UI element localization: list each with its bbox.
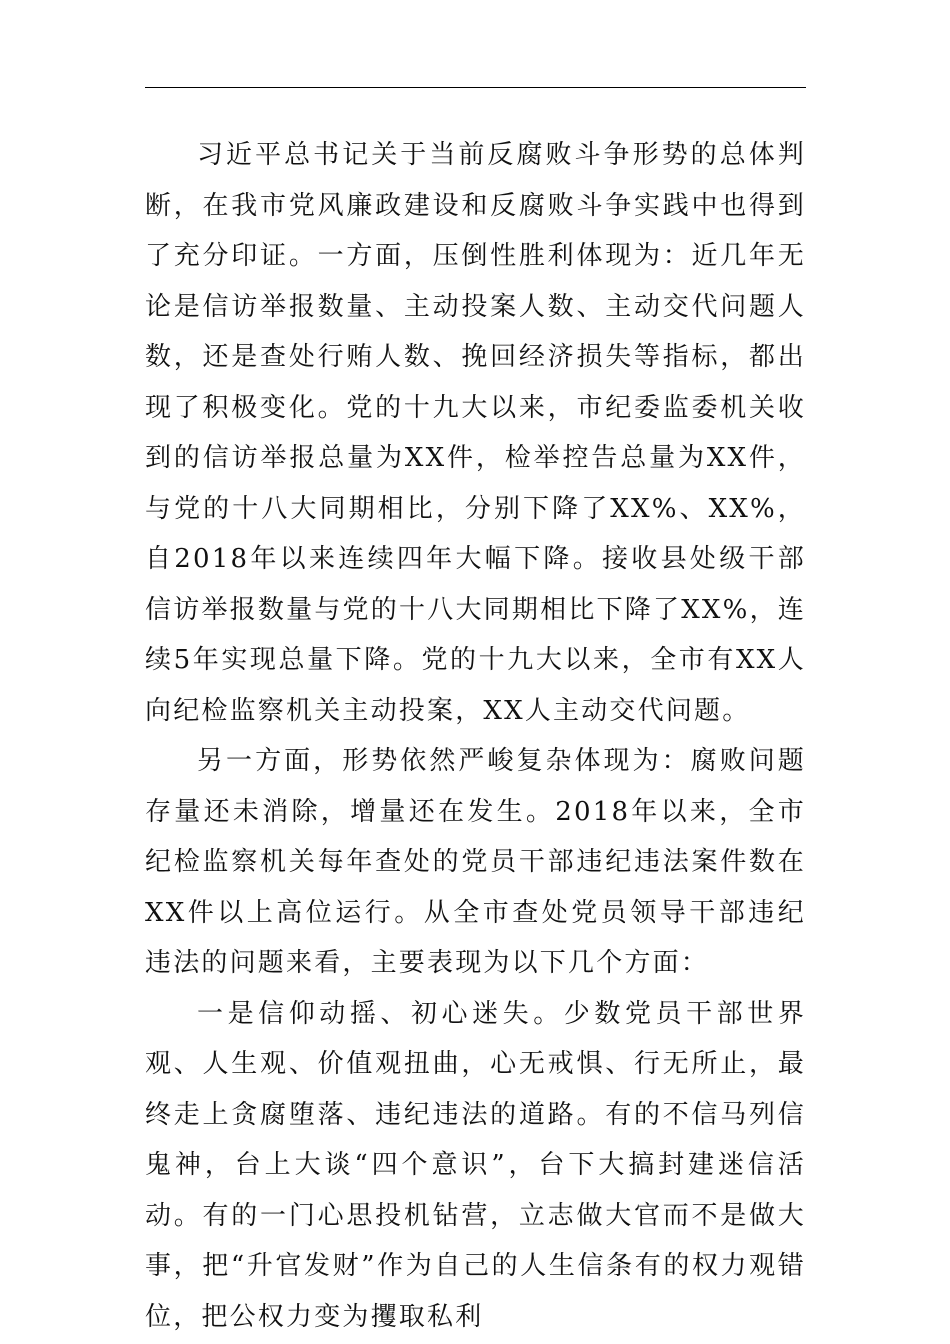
document-body: [145, 130, 806, 1342]
paragraph-overall-judgment: 习近平总书记关于当前反腐败斗争形势的总体判断，在我市党风廉政建设和反腐败斗争实践中也得到了充分印证。一方面，压倒性胜利体现为：近几年无论是信访举报数量、主动投案人数、主动交代问题人数，还是查处行贿人数、挽回经济损失等指标，都出现了积极变化。党的十九大以来，市纪委监委机关收到的信访举报总量为XX件，检举控告总量为XX件，与党的十八大同期相比，分别下降了XX%、XX%，自2018年以来连续四年大幅下降。接收县处级干部信访举报数量与党的十八大同期相比下降了XX%，连续5年实现总量下降。党的十九大以来，全市有XX人向纪检监察机关主动投案，XX人主动交代问题。: [145, 140, 806, 726]
paragraph-faith-wavering: 一是信仰动摇、初心迷失。少数党员干部世界观、人生观、价值观扭曲，心无戒惧、行无所止，最终走上贪腐堕落、违纪违法的道路。有的不信马列信鬼神，台上大谈“四个意识”，台下大搞封建迷信活动。有的一门心思投机钻营，立志做大官而不是做大事，把“升官发财”作为自己的人生信条有的权力观错位，把公权力变为攫取私利: [145, 998, 806, 1332]
header-rule: [145, 87, 806, 88]
paragraph-severe-situation: 另一方面，形势依然严峻复杂体现为：腐败问题存量还未消除，增量还在发生。2018年以来，全市纪检监察机关每年查处的党员干部违纪违法案件数在XX件以上高位运行。从全市查处党员领导干部违纪违法的问题来看，主要表现为以下几个方面：: [145, 746, 806, 978]
